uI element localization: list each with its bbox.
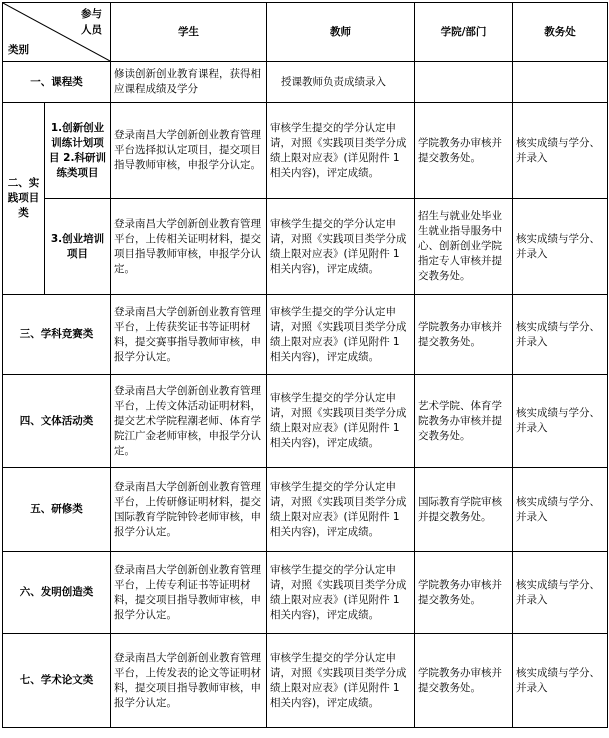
header-diagonal-cell bbox=[3, 3, 111, 62]
table-row-paper bbox=[3, 634, 608, 728]
paper-college: 学院教务办审核并提交教务处。 bbox=[415, 634, 513, 728]
practice-sub1-college: 学院教务办审核并提交教务处。 bbox=[415, 103, 513, 199]
course-office bbox=[513, 62, 608, 103]
practice-sub1: 1.创新创业训练计划项目 2.科研训练类项目 bbox=[45, 103, 111, 199]
category-competition: 三、学科竞赛类 bbox=[3, 295, 111, 375]
invention-student: 登录南昌大学创新创业教育管理平台，上传专利证书等证明材料，提交项目指导教师审核，申报学分认定。 bbox=[111, 552, 267, 634]
arts-student: 登录南昌大学创新创业教育管理平台，上传文体活动证明材料，提交艺术学院程潮老师、体育学院江广金老师审核，申报学分认定。 bbox=[111, 375, 267, 468]
category-practice: 二、实践项目类 bbox=[3, 103, 45, 295]
category-invention: 六、发明创造类 bbox=[3, 552, 111, 634]
header-academic-office: 教务处 bbox=[513, 3, 608, 62]
study-student: 登录南昌大学创新创业教育管理平台，上传研修证明材料，提交国际教育学院钟铃老师审核，申报学分认定。 bbox=[111, 468, 267, 552]
practice-sub3-student: 登录南昌大学创新创业教育管理平台，上传相关证明材料，提交项目指导教师审核，申报学分认定。 bbox=[111, 199, 267, 295]
invention-college: 学院教务办审核并提交教务处。 bbox=[415, 552, 513, 634]
competition-teacher: 审核学生提交的学分认定申请，对照《实践项目类学分成绩上限对应表》(详见附件 1 相关内容)，评定成绩。 bbox=[267, 295, 415, 375]
paper-office: 核实成绩与学分、并录入 bbox=[513, 634, 608, 728]
table-row-course bbox=[3, 62, 608, 103]
category-study: 五、研修类 bbox=[3, 468, 111, 552]
table-row-practice-1 bbox=[3, 103, 608, 199]
practice-sub3: 3.创业培训项目 bbox=[45, 199, 111, 295]
course-student: 修读创新创业教育课程，获得相应课程成绩及学分 bbox=[111, 62, 267, 103]
practice-sub3-office: 核实成绩与学分、并录入 bbox=[513, 199, 608, 295]
study-teacher: 审核学生提交的学分认定申请，对照《实践项目类学分成绩上限对应表》(详见附件 1 相关内容)，评定成绩。 bbox=[267, 468, 415, 552]
competition-student: 登录南昌大学创新创业教育管理平台，上传获奖证书等证明材料，提交赛事指导教师审核，申报学分认定。 bbox=[111, 295, 267, 375]
study-college: 国际教育学院审核并提交教务处。 bbox=[415, 468, 513, 552]
paper-teacher: 审核学生提交的学分认定申请，对照《实践项目类学分成绩上限对应表》(详见附件 1 相关内容)，评定成绩。 bbox=[267, 634, 415, 728]
invention-office: 核实成绩与学分、并录入 bbox=[513, 552, 608, 634]
arts-college: 艺术学院、体育学院教务办审核并提交教务处。 bbox=[415, 375, 513, 468]
header-student: 学生 bbox=[111, 3, 267, 62]
study-office: 核实成绩与学分、并录入 bbox=[513, 468, 608, 552]
arts-office: 核实成绩与学分、并录入 bbox=[513, 375, 608, 468]
practice-sub3-college: 招生与就业处毕业生就业指导服务中心、创新创业学院指定专人审核并提交教务处。 bbox=[415, 199, 513, 295]
competition-office: 核实成绩与学分、并录入 bbox=[513, 295, 608, 375]
table-row-competition bbox=[3, 295, 608, 375]
header-teacher: 教师 bbox=[267, 3, 415, 62]
invention-teacher: 审核学生提交的学分认定申请，对照《实践项目类学分成绩上限对应表》(详见附件 1 相关内容)，评定成绩。 bbox=[267, 552, 415, 634]
arts-teacher: 审核学生提交的学分认定申请，对照《实践项目类学分成绩上限对应表》(详见附件 1 相关内容)，评定成绩。 bbox=[267, 375, 415, 468]
competition-college: 学院教务办审核并提交教务处。 bbox=[415, 295, 513, 375]
credit-recognition-table bbox=[2, 2, 608, 728]
participants-label: 参与 人员 bbox=[81, 8, 102, 36]
table-row-study bbox=[3, 468, 608, 552]
practice-sub1-office: 核实成绩与学分、并录入 bbox=[513, 103, 608, 199]
practice-sub3-teacher: 审核学生提交的学分认定申请，对照《实践项目类学分成绩上限对应表》(详见附件 1 相关内容)，评定成绩。 bbox=[267, 199, 415, 295]
category-arts: 四、文体活动类 bbox=[3, 375, 111, 468]
table-row-practice-3 bbox=[3, 199, 608, 295]
category-label: 类别 bbox=[8, 44, 29, 56]
header-row bbox=[3, 3, 608, 62]
table-row-arts bbox=[3, 375, 608, 468]
practice-sub1-teacher: 审核学生提交的学分认定申请，对照《实践项目类学分成绩上限对应表》(详见附件 1 相关内容)，评定成绩。 bbox=[267, 103, 415, 199]
paper-student: 登录南昌大学创新创业教育管理平台，上传发表的论文等证明材料，提交项目指导教师审核，申报学分认定。 bbox=[111, 634, 267, 728]
course-college bbox=[415, 62, 513, 103]
table-row-invention bbox=[3, 552, 608, 634]
header-college: 学院/部门 bbox=[415, 3, 513, 62]
category-course: 一、课程类 bbox=[3, 62, 111, 103]
practice-sub1-student: 登录南昌大学创新创业教育管理平台选择拟认定项目，提交项目指导教师审核，申报学分认定。 bbox=[111, 103, 267, 199]
category-paper: 七、学术论文类 bbox=[3, 634, 111, 728]
course-teacher: 授课教师负责成绩录入 bbox=[267, 62, 415, 103]
